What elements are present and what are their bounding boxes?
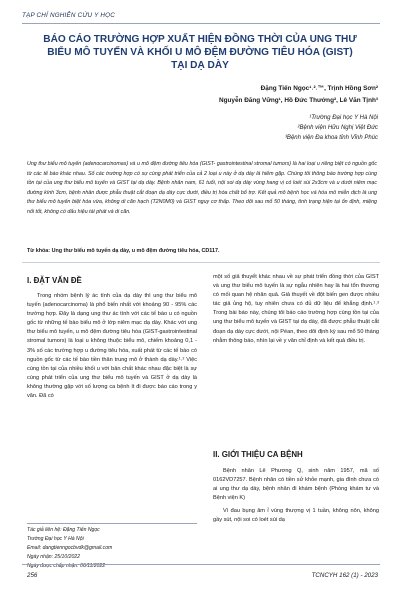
case-column	[213, 467, 379, 526]
affiliations	[118, 113, 378, 143]
journal-tag: TẠP CHÍ NGHIÊN CỨU Y HỌC	[22, 12, 115, 19]
abstract-divider	[22, 262, 380, 263]
section-heading-introduction: I. ĐẶT VẤN ĐỀ	[27, 276, 82, 285]
case-paragraph-2: Vì đau bụng âm ỉ vùng thượng vị 1 tuần, không nôn, không gầy sút, nội soi có loét sùi dạ	[213, 508, 379, 524]
journal-header	[22, 8, 380, 24]
left-column	[27, 292, 197, 401]
affiliation-2: ²Bệnh viện Hữu Nghị Việt Đức	[297, 125, 378, 131]
note-institution: Trường Đại học Y Hà Nội	[27, 536, 84, 542]
right-column	[213, 273, 379, 346]
author-list	[78, 83, 378, 107]
keywords: Từ khóa: Ung thư biểu mô tuyến dạ dày, u mô đệm đường tiêu hóa, CD117.	[27, 248, 220, 254]
page-number: 256	[27, 572, 38, 579]
note-accepted: Ngày được chấp nhận: 06/11/2022	[27, 563, 106, 569]
affiliation-1: ¹Trường Đại học Y Hà Nội	[309, 115, 378, 121]
intro-continuation: một số giả thuyết khác nhau về sự phát triển đồng thời của GIST và ung thư biểu mô tuyến là sự ngẫu nhiên hay là hai tổn thương có mối quan hệ nhân quả. Giả thuyết về đột biến gen được nhiều tác giả ủng hộ, tuy nhiên chưa có đủ dữ liệu để khẳng định.¹˒³ Trong bài báo này, chúng tôi báo cáo trường hợp cùng tồn tại của ung thư biểu mô tuyến và GIST tại dạ dày, đã được phẫu thuật cắt đoạn dạ dày cực dưới, nội Péan, theo dõi định kỳ sau mổ 50 tháng nhằm thông báo, nhìn lại về y văn chỉ định và kết quả điều trị.	[213, 274, 379, 344]
author-line-2: Nguyễn Đăng Vững¹, Hồ Đức Thưởng², Lê Văn Tịnh³	[218, 97, 378, 104]
article-title: BÁO CÁO TRƯỜNG HỢP XUẤT HIỆN ĐỒNG THỜI CỦA UNG THƯ BIỂU MÔ TUYẾN VÀ KHỐI U MÔ ĐỆM ĐƯỜNG TIÊU HÓA (GIST) TẠI DẠ DÀY	[43, 34, 357, 71]
note-email: Email: dangtienngocbvdk@gmail.com	[27, 545, 113, 551]
note-received: Ngày nhận: 25/10/2022	[27, 554, 80, 560]
notes-divider	[27, 523, 197, 524]
author-line-1: Đặng Tiến Ngọc¹˒²˒™, Trịnh Hồng Sơn²	[260, 85, 378, 92]
case-paragraph-1: Bệnh nhân Lê Phương Q, sinh năm 1957, mã số 0162VD7257. Bệnh nhân có tiền sử khỏe mạnh, gia đình chưa có ai ung thư dạ dày, bệnh nhân đi khám bệnh (Phòng khám tư và Bệnh viện K)	[213, 468, 379, 502]
note-author: Tác giả liên hệ: Đặng Tiến Ngọc	[27, 527, 100, 533]
intro-paragraph: Trong nhóm bệnh lý ác tính của dạ dày thì ung thư biểu mô tuyến (adenocarcinoma) là phổ biến nhất với khoảng 90 - 95% các trường hợp. Đây là dạng ung thư ác tính với các tế bào u có nguồn gốc từ những tế bào biểu mô ở lớp niêm mạc dạ dày. Khác với ung thư biểu mô tuyến, u mô đệm đường tiêu hóa (GIST-gastrointestinal stromal tumors) là loại u không thuộc biểu mô, chiếm khoảng 0,1 - 3% số các trường hợp u đường tiêu hóa, xuất phát từ các tế bào có nguồn gốc từ các tế bào tiền thân trung mô ở thành dạ dày.¹˒² Việc cùng tồn tại của nhiều khối u với bản chất khác nhau đặc biệt là sự cùng phát triển của ung thư biểu mô tuyến và GIST ở dạ dày là không thường gặp với số lượng ca bệnh ít đi được báo cáo trong y văn. Đã có	[27, 293, 197, 400]
journal-issue: TCNCYH 162 (1) - 2023	[311, 572, 378, 579]
abstract: Ung thư biểu mô tuyến (adenocarcinomas) và u mô đệm đường tiêu hóa (GIST- gastrointestinal stromal tumors) là hai loại u riêng biệt có nguồn gốc từ các tế bào khác nhau. Số các trường hợp có sự cùng phát triển của cả 2 loại u này ở dạ dày là hiếm gặp. Chúng tôi thông báo trường hợp cùng tồn tại của ung thư biểu mô tuyến và GIST tại dạ dày. Bệnh nhân nam, 61 tuổi, nội soi dạ dày vùng hang vị có loét sùi 2x3cm và u dưới niêm mạc đường kính 3cm, bệnh nhân được phẫu thuật cắt đoạn dạ dày cực dưới, điều trị hóa chất bổ trợ. Kết quả mô bệnh học và hóa mô miễn dịch là ung thư biểu mô tuyến biệt hóa vừa, không di căn hạch (T2N0M0) và GIST nguy cơ thấp. Theo dõi sau mổ 50 tháng, tình trạng hiện tại ổn định, miệng nối tốt, không có dấu hiệu tái phát và di căn.	[27, 161, 377, 215]
affiliation-3: ³Bệnh viện Đa khoa tỉnh Vĩnh Phúc	[284, 135, 378, 141]
footer-divider	[22, 564, 380, 565]
section-heading-case: II. GIỚI THIỆU CA BỆNH	[213, 450, 303, 459]
